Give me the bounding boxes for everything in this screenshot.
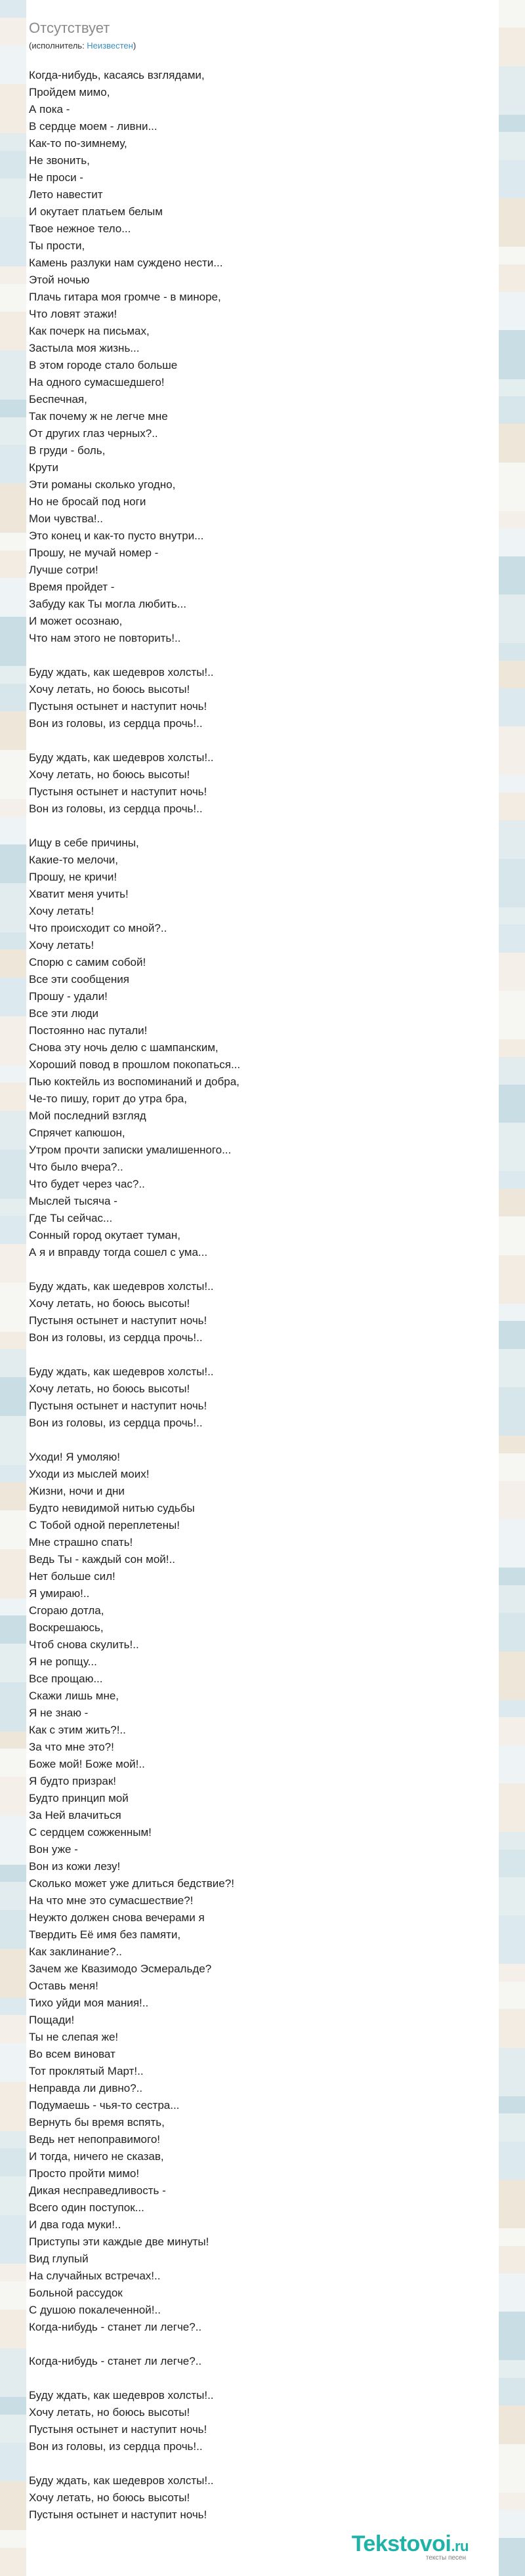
decorative-stripe xyxy=(0,217,26,266)
decorative-stripe xyxy=(499,1171,525,1188)
decorative-stripe xyxy=(0,2281,26,2310)
decorative-stripe xyxy=(0,1644,26,1682)
decorative-stripe xyxy=(0,750,26,799)
logo-wordmark xyxy=(352,2531,469,2557)
decorative-stripe xyxy=(499,1850,525,1877)
decorative-stripe xyxy=(499,2444,525,2493)
decorative-stripe xyxy=(499,1436,525,1453)
logo-tagline: тексты песен xyxy=(425,2554,466,2562)
decorative-stripe xyxy=(499,1216,525,1255)
decorative-stripe xyxy=(499,2538,525,2576)
decorative-stripe xyxy=(0,1482,26,1510)
decorative-stripe xyxy=(0,133,26,151)
decorative-stripe xyxy=(499,2493,525,2510)
decorative-stripe xyxy=(499,1877,525,1915)
decorative-stripe xyxy=(499,556,525,594)
performer-line xyxy=(29,41,136,51)
decorative-stripe xyxy=(0,1882,26,1910)
decorative-stripe xyxy=(499,2180,525,2228)
decorative-stripe xyxy=(499,528,525,556)
decorative-stripe xyxy=(0,2148,26,2176)
decorative-stripe xyxy=(0,417,26,446)
lyrics-page xyxy=(26,0,499,2576)
decorative-stripe xyxy=(0,817,26,845)
decorative-stripe xyxy=(0,799,26,817)
decorative-stripe xyxy=(0,1199,26,1216)
decorative-stripe xyxy=(499,0,525,28)
decorative-stripe xyxy=(0,1682,26,1732)
decorative-stripe xyxy=(499,28,525,66)
decorative-stripe xyxy=(0,844,26,883)
decorative-stripe xyxy=(499,160,525,198)
decorative-stripe xyxy=(499,2510,525,2537)
decorative-stripe xyxy=(0,2397,26,2415)
decorative-stripe xyxy=(499,396,525,424)
decorative-stripe xyxy=(499,2360,525,2377)
decorative-stripe xyxy=(0,578,26,617)
performer-link[interactable]: Неизвестен xyxy=(87,41,133,51)
decorative-stripe xyxy=(499,115,525,132)
decorative-stripe xyxy=(499,1915,525,1964)
decorative-stripe xyxy=(0,2015,26,2043)
decorative-stripe xyxy=(499,330,525,379)
decorative-stripe xyxy=(499,424,525,462)
decorative-stripe xyxy=(0,0,26,18)
decorative-stripe xyxy=(0,2043,26,2082)
decorative-stripe xyxy=(0,1066,26,1083)
decorative-stripe xyxy=(499,1481,525,1519)
decorative-stripe xyxy=(499,1057,525,1085)
decorative-stripe xyxy=(499,1321,525,1348)
decorative-stripe xyxy=(0,1910,26,1949)
decorative-stripe xyxy=(0,1332,26,1350)
decorative-stripe xyxy=(0,978,26,1016)
song-title: Отсутствует xyxy=(29,20,110,36)
decorative-stripe xyxy=(499,1349,525,1387)
decorative-stripe xyxy=(0,2415,26,2443)
decorative-stripe xyxy=(0,1111,26,1150)
decorative-stripe xyxy=(0,1244,26,1283)
decorative-stripe xyxy=(0,2443,26,2482)
decorative-stripe xyxy=(499,775,525,792)
decorative-stripe xyxy=(0,1016,26,1066)
decorative-stripe xyxy=(0,684,26,712)
decorative-stripe xyxy=(499,1832,525,1849)
decorative-stripe xyxy=(499,1613,525,1651)
decorative-stripe xyxy=(0,1216,26,1244)
decorative-stripe xyxy=(499,924,525,952)
decorative-stripe xyxy=(0,484,26,533)
decorative-stripe xyxy=(499,594,525,643)
decorative-stripe xyxy=(0,2131,26,2149)
decorative-stripe xyxy=(0,1510,26,1549)
lyrics-text: Когда-нибудь, касаясь взглядами, Пройдем мимо, А пока - В сердце моем - ливни... Как-то по-зимнему, Не звонить, Не проси - Лето навестит И окутает платьем белым Твое нежное тело... Ты прости, Камень разлуки нам суждено нести... Этой ночью Плачь гитара моя громче - в миноре, Что ловят этажи! Как почерк на письмах, Застыла моя жизнь... В этом городе стало больше На одного сумасшедшего! Беспечная, Так почему ж не легче мне От других глаз черных?.. В груди - боль, Крути Эти романы сколько угодно, Но не бросай под ноги Мои чувства!.. Это конец и как-то пусто внутри... Прошу, не мучай номер - Лучше сотри! Время пройдет - Забуду как Ты могла любить... И может осознаю, Что нам этого не повторить!.. Буду ждать, как шедевров холсты!.. Хочу летать, но боюсь высоты! Пустыня остынет и наступит ночь! Вон из головы, из сердца прочь!.. Буду ждать, как шедевров холсты!.. Хочу летать, но боюсь высоты! Пустыня остынет и наступит ночь! Вон из головы, из сердца прочь!.. Ищу в себе причины, Какие-то мелочи, Прошу, не кричи! Хватит меня учить! Хочу летать! Что происходит со мной?.. Хочу летать! Спорю с самим собой! Все эти сообщения Прошу - удали! Все эти люди Постоянно нас путали! Снова эту ночь делю с шампанским, Хороший повод в прошлом покопаться... Пью коктейль из воспоминаний и добра, Че-то пишу, горит до утра бра, Мой последний взгляд Спрячет капюшон, Утром прочти записки умалишенного... Что было вчера?.. Что будет через час?.. Мыслей тысяча - Где Ты сейчас... Сонный город окутает туман, А я и вправду тогда сошел с ума... Буду ждать, как шедевров холсты!.. Хочу летать, но боюсь высоты! Пустыня остынет и наступит ночь! Вон из головы, из сердца прочь!.. Буду ждать, как шедевров холсты!.. Хочу летать, но боюсь высоты! Пустыня остынет и наступит ночь! Вон из головы, из сердца прочь!.. Уходи! Я умоляю! Уходи из мыслей моих! Жизни, ночи и дни Будто невидимой нитью судьбы С Тобой одной переплетены! Мне страшно спать! Ведь Ты - каждый сон мой!.. Нет больше сил! Я умираю!.. Сгораю дотла, Воскрешаюсь, Чтоб снова скулить!.. Я не ропщу... Все прощаю... Скажи лишь мне, Я не знаю - Как с этим жить?!.. За что мне это?! Боже мой! Боже мой!.. Я будто призрак! Будто принцип мой За Ней влачиться С сердцем сожженным! Вон уже - Вон из кожи лезу! Сколько может уже длиться бедствие?! На что мне это сумасшествие?! Неужто должен снова вечерами я Твердить Её имя без памяти, Как заклинание?.. Зачем же Квазимодо Эсмеральде? Оставь меня! Тихо уйди моя мания!.. Пощади! Ты не слепая же! Во всем виноват Тот проклятый Март!.. Неправда ли дивно?.. Подумаешь - чья-то сестра... Вернуть бы время вспять, Ведь нет непоправимого! И тогда, ничего не сказав, Просто пройти мимо! Дикая несправедливость - Всего один поступок... И два года муки!.. Приступы эти каждые две минуты! Вид глупый На случайных встречах!.. Больной рассудок С душою покалеченной!.. Когда-нибудь - станет ли легче?.. Когда-нибудь - станет ли легче?.. Буду ждать, как шедевров холсты!.. Хочу летать, но боюсь высоты! Пустыня остынет и наступит ночь! Вон из головы, из сердца прочь!.. Буду ждать, как шедевров холсты!.. Хочу летать, но боюсь высоты! Пустыня остынет и наступит ночь! xyxy=(29,69,241,2521)
logo-tld: .ru xyxy=(451,2538,469,2554)
decorative-stripe xyxy=(499,2312,525,2360)
decorative-stripe xyxy=(499,2048,525,2096)
decorative-stripe xyxy=(499,1039,525,1056)
decorative-stripe xyxy=(499,292,525,330)
decorative-stripe xyxy=(499,1453,525,1481)
decorative-stripe xyxy=(0,2215,26,2264)
decorative-stripe xyxy=(0,350,26,400)
decorative-stripe xyxy=(0,533,26,551)
decorative-stripe xyxy=(0,1816,26,1865)
decorative-stripe xyxy=(0,1465,26,1483)
decorative-stripe xyxy=(499,726,525,775)
decorative-stripe xyxy=(0,445,26,484)
decorative-stripe xyxy=(0,1549,26,1598)
decorative-stripe xyxy=(0,2082,26,2131)
decorative-stripe xyxy=(0,312,26,350)
footer xyxy=(26,2524,499,2576)
decorative-stripe xyxy=(0,932,26,950)
decorative-stripe xyxy=(499,1123,525,1171)
decorative-stripe xyxy=(0,1949,26,1998)
decorative-stripe xyxy=(0,949,26,978)
decorative-stripe xyxy=(499,953,525,991)
decorative-stripe xyxy=(0,2482,26,2531)
decorative-stripe xyxy=(499,1717,525,1745)
decorative-stripe xyxy=(0,1777,26,1816)
decorative-stripe xyxy=(499,661,525,688)
decorative-stripe xyxy=(499,2142,525,2180)
decorative-stripe xyxy=(0,151,26,179)
decorative-stripe xyxy=(0,1349,26,1377)
decorative-stripe xyxy=(0,1377,26,1416)
decorative-stripe xyxy=(499,820,525,858)
decorative-stripe xyxy=(499,1745,525,1783)
decorative-stripe xyxy=(0,1416,26,1465)
decorative-stripe xyxy=(499,688,525,726)
decorative-stripe xyxy=(499,2009,525,2047)
decorative-stripe xyxy=(499,264,525,292)
right-decorative-stripes xyxy=(499,0,525,2576)
decorative-stripe xyxy=(499,1085,525,1123)
decorative-stripe xyxy=(0,551,26,579)
decorative-stripe xyxy=(0,1150,26,1199)
decorative-stripe xyxy=(499,1387,525,1436)
decorative-stripe xyxy=(0,666,26,684)
decorative-stripe xyxy=(499,463,525,511)
decorative-stripe xyxy=(0,2310,26,2348)
performer-prefix: (исполнитель: xyxy=(29,41,87,51)
decorative-stripe xyxy=(0,1749,26,1777)
decorative-stripe xyxy=(0,45,26,84)
decorative-stripe xyxy=(0,2548,26,2576)
decorative-stripe xyxy=(0,2264,26,2281)
decorative-stripe xyxy=(499,198,525,247)
decorative-stripe xyxy=(499,2246,525,2274)
decorative-stripe xyxy=(499,1568,525,1585)
decorative-stripe xyxy=(499,511,525,528)
decorative-stripe xyxy=(499,2405,525,2443)
decorative-stripe xyxy=(0,18,26,46)
decorative-stripe xyxy=(0,1283,26,1332)
decorative-stripe xyxy=(499,66,525,115)
decorative-stripe xyxy=(0,266,26,284)
decorative-stripe xyxy=(499,2228,525,2245)
decorative-stripe xyxy=(0,2348,26,2398)
decorative-stripe xyxy=(499,2274,525,2312)
performer-suffix: ) xyxy=(133,41,136,51)
decorative-stripe xyxy=(0,2530,26,2548)
decorative-stripe xyxy=(0,84,26,133)
decorative-stripe xyxy=(499,379,525,396)
decorative-stripe xyxy=(499,247,525,264)
decorative-stripe xyxy=(0,1865,26,1882)
decorative-stripe xyxy=(499,1700,525,1717)
decorative-stripe xyxy=(499,991,525,1039)
decorative-stripe xyxy=(499,132,525,159)
decorative-stripe xyxy=(0,284,26,312)
decorative-stripe xyxy=(0,2176,26,2215)
decorative-stripe xyxy=(499,1519,525,1568)
decorative-stripe xyxy=(499,1783,525,1832)
decorative-stripe xyxy=(0,1083,26,1111)
decorative-stripe xyxy=(499,859,525,907)
decorative-stripe xyxy=(0,1732,26,1749)
decorative-stripe xyxy=(499,1982,525,2009)
decorative-stripe xyxy=(499,793,525,820)
decorative-stripe xyxy=(499,1304,525,1321)
decorative-stripe xyxy=(499,2113,525,2141)
decorative-stripe xyxy=(499,1585,525,1613)
decorative-stripe xyxy=(0,711,26,750)
left-decorative-stripes xyxy=(0,0,26,2576)
decorative-stripe xyxy=(499,907,525,924)
decorative-stripe xyxy=(0,400,26,417)
decorative-stripe xyxy=(499,1652,525,1700)
decorative-stripe xyxy=(499,1964,525,1981)
decorative-stripe xyxy=(0,1998,26,2016)
decorative-stripe xyxy=(499,2096,525,2113)
decorative-stripe xyxy=(0,883,26,932)
decorative-stripe xyxy=(499,1189,525,1216)
logo-name: Tekstovoi xyxy=(351,2531,452,2556)
decorative-stripe xyxy=(0,617,26,666)
decorative-stripe xyxy=(0,1598,26,1616)
decorative-stripe xyxy=(499,1255,525,1304)
decorative-stripe xyxy=(0,178,26,217)
decorative-stripe xyxy=(499,643,525,660)
decorative-stripe xyxy=(499,2378,525,2405)
site-logo[interactable] xyxy=(352,2531,469,2562)
decorative-stripe xyxy=(0,1615,26,1644)
